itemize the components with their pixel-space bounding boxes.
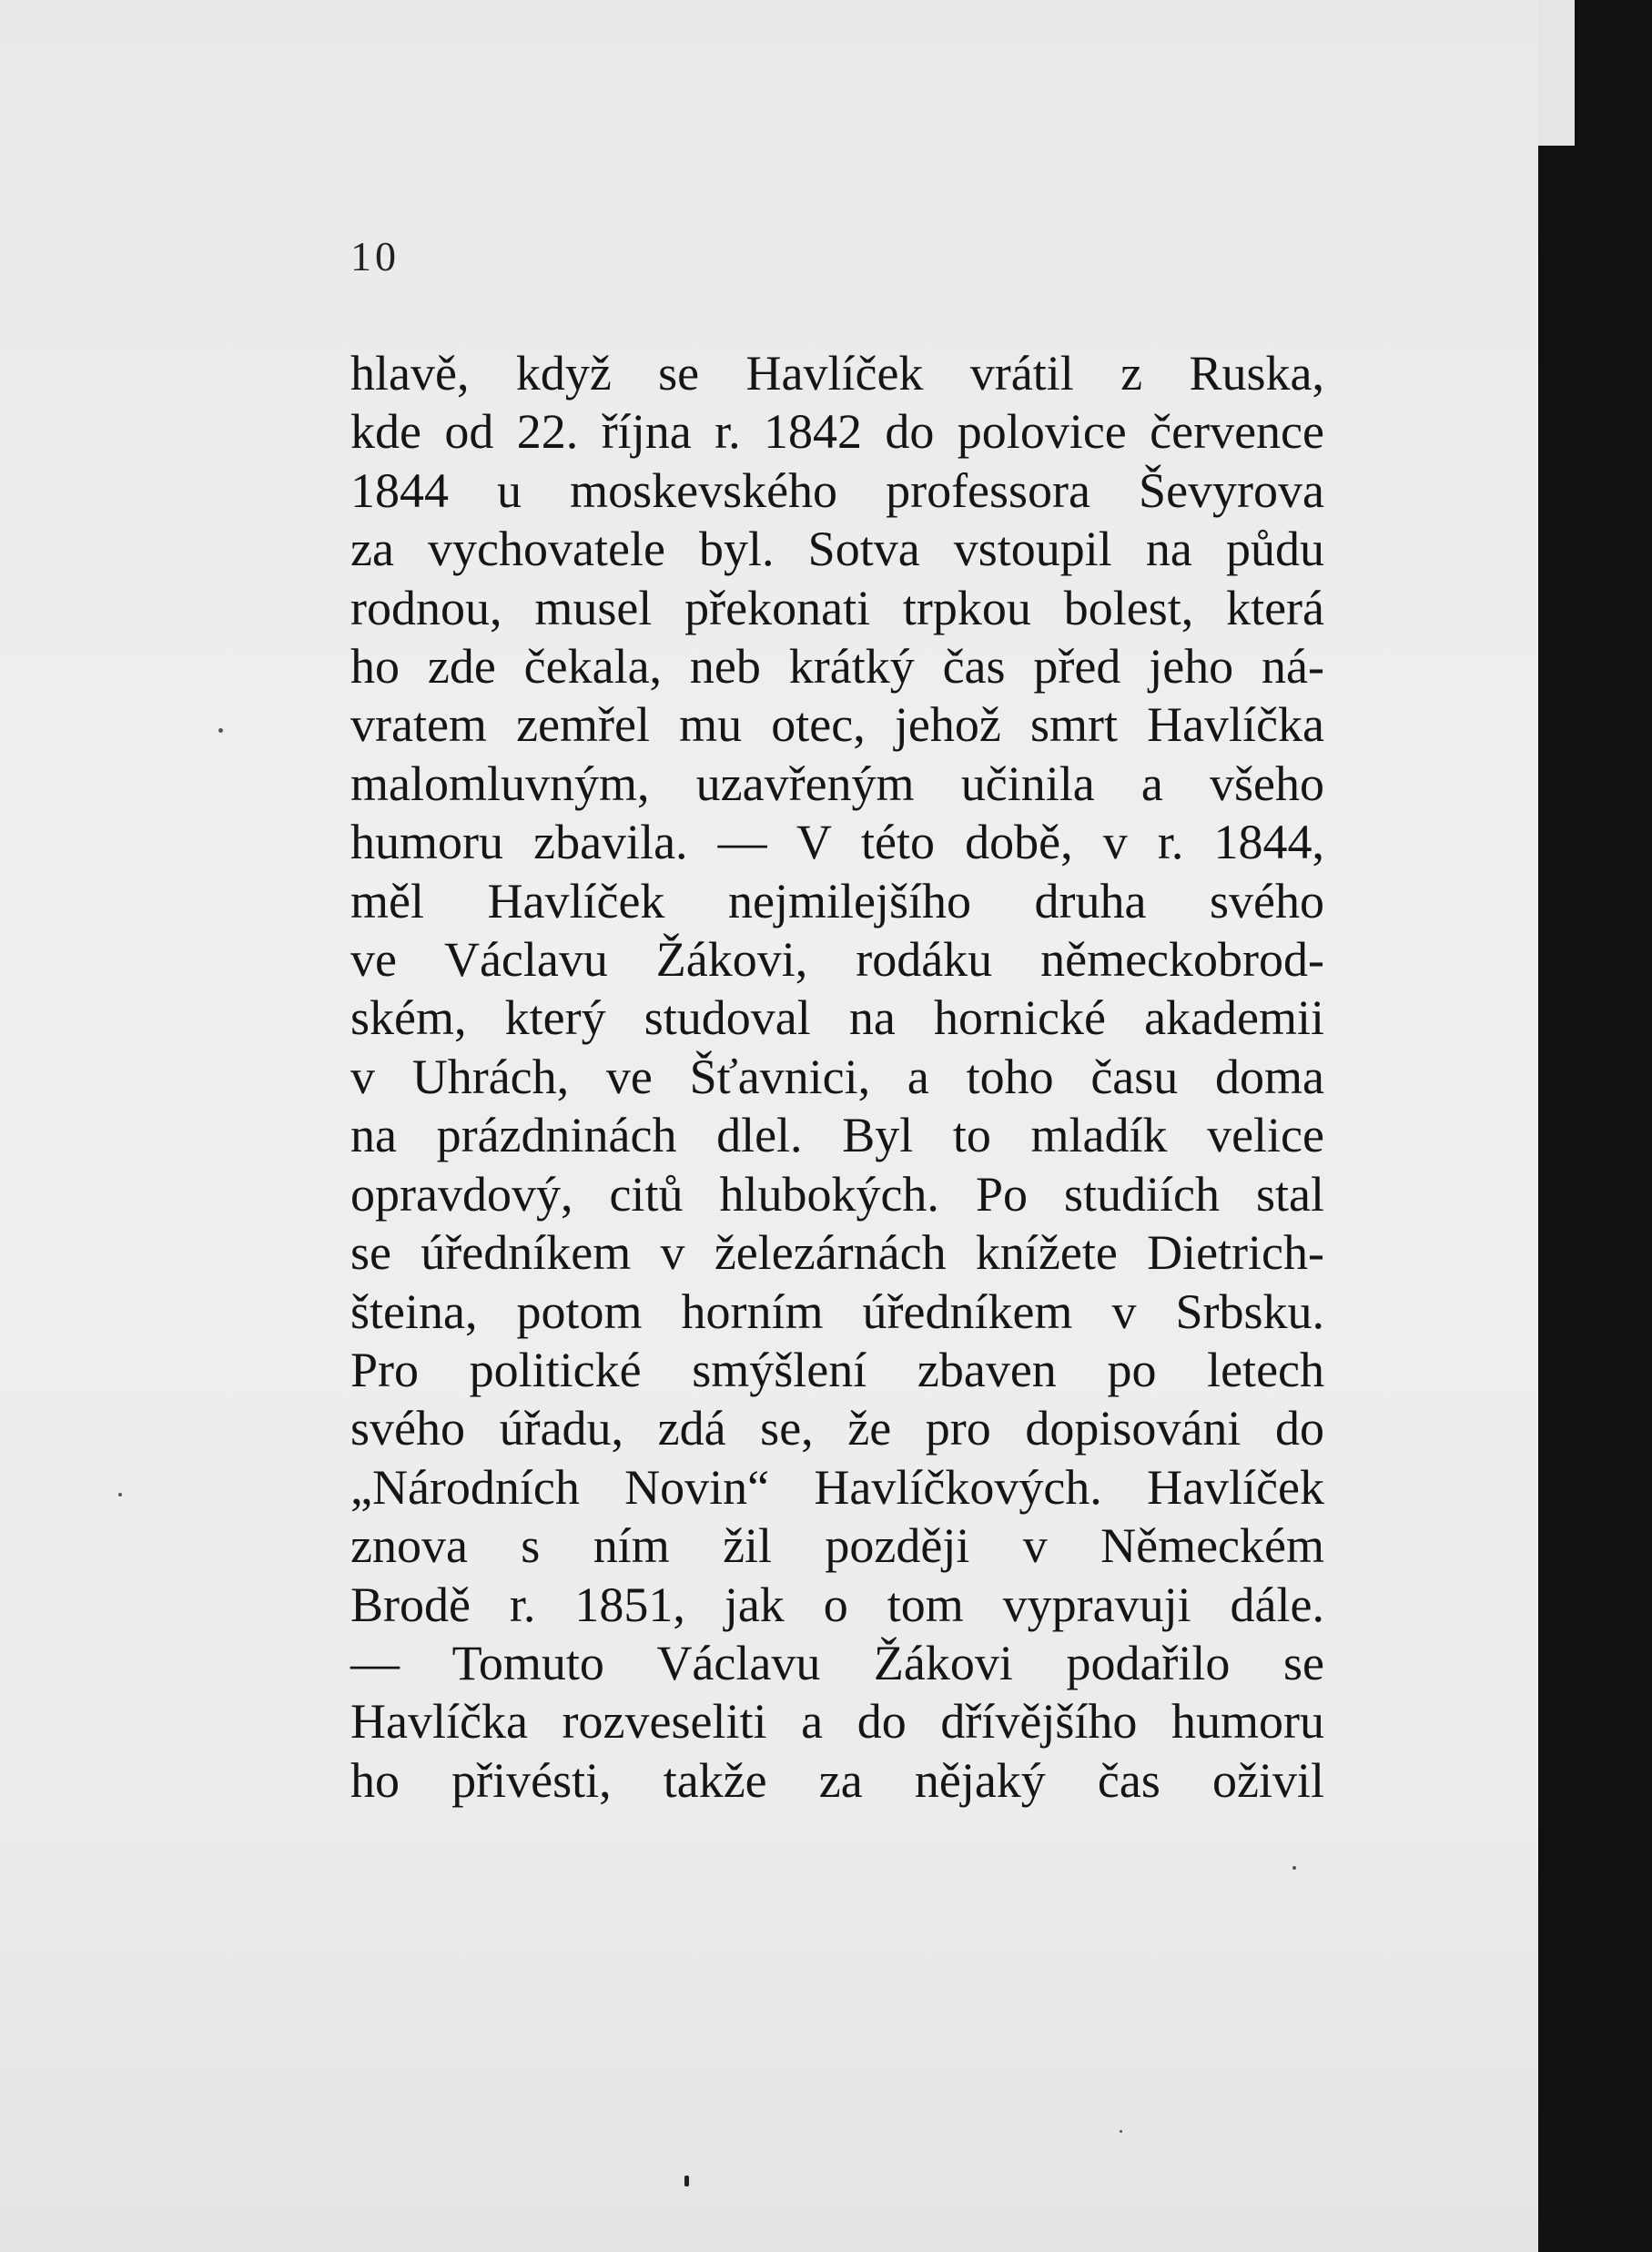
text-line: Pro politické smýšlení zbaven po letech xyxy=(350,1342,1324,1397)
scan-border xyxy=(1538,0,1652,2252)
text-line: se úředníkem v železárnách knížete Dietrich- xyxy=(350,1225,1324,1281)
text-line: znova s ním žil později v Německém xyxy=(350,1518,1324,1574)
text-line: — Tomuto Václavu Žákovi podařilo se xyxy=(350,1635,1324,1690)
paper-speck xyxy=(218,728,223,733)
paper-speck xyxy=(1292,1866,1296,1870)
text-line: humoru zbavila. — V této době, v r. 1844, xyxy=(350,815,1324,870)
text-line: malomluvným, uzavřeným učinila a všeho xyxy=(350,756,1324,811)
text-line: svého úřadu, zdá se, že pro dopisováni do xyxy=(350,1401,1324,1456)
text-line: v Uhrách, ve Šťavnici, a toho času doma xyxy=(350,1049,1324,1104)
paper-speck xyxy=(118,1493,122,1496)
text-line: rodnou, musel překonati trpkou bolest, která xyxy=(350,580,1324,635)
page-number: 10 xyxy=(350,233,400,279)
text-line: ho zde čekala, neb krátký čas před jeho ná- xyxy=(350,639,1324,695)
text-line: ho přivésti, takže za nějaký čas oživil xyxy=(350,1752,1324,1808)
paper-speck xyxy=(684,2176,689,2186)
scan-border-highlight xyxy=(1538,0,1575,146)
text-line: „Národních Novin“ Havlíčkových. Havlíček xyxy=(350,1459,1324,1515)
text-line: kde od 22. října r. 1842 do polovice července xyxy=(350,404,1324,460)
text-line: za vychovatele byl. Sotva vstoupil na půdu xyxy=(350,522,1324,577)
text-line: Havlíčka rozveseliti a do dřívějšího humoru xyxy=(350,1694,1324,1750)
paper-speck xyxy=(1120,2130,1122,2133)
text-line: vratem zemřel mu otec, jehož smrt Havlíčka xyxy=(350,697,1324,753)
text-line: 1844 u moskevského professora Ševyrova xyxy=(350,462,1324,518)
body-text xyxy=(350,344,1324,1810)
text-line: měl Havlíček nejmilejšího druha svého xyxy=(350,873,1324,928)
text-line: ve Václavu Žákovi, rodáku německobrod- xyxy=(350,932,1324,988)
text-line: hlavě, když se Havlíček vrátil z Ruska, xyxy=(350,346,1324,401)
text-line: na prázdninách dlel. Byl to mladík velice xyxy=(350,1108,1324,1163)
text-line: Brodě r. 1851, jak o tom vypravuji dále. xyxy=(350,1577,1324,1632)
text-line: opravdový, citů hlubokých. Po studiích stal xyxy=(350,1166,1324,1222)
text-line: šteina, potom horním úředníkem v Srbsku. xyxy=(350,1283,1324,1339)
text-line: ském, který studoval na hornické akademii xyxy=(350,990,1324,1046)
